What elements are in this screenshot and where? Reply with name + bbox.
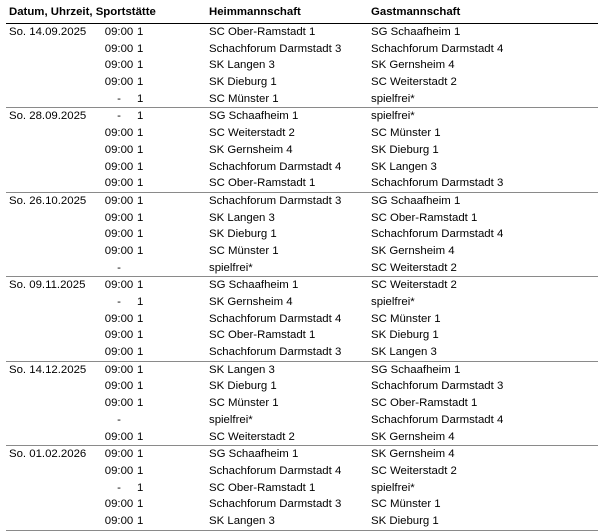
round-date: So. 09.11.2025 — [9, 279, 86, 292]
match-row — [6, 24, 598, 41]
match-venue: 1 — [137, 498, 144, 511]
match-row — [6, 412, 598, 429]
match-time: - — [117, 296, 121, 308]
home-team: Schachforum Darmstadt 3 — [209, 42, 342, 55]
match-time: - — [117, 261, 121, 274]
home-team: SC Münster 1 — [209, 92, 279, 105]
home-team: SC Münster 1 — [209, 244, 279, 257]
match-time: 09:00 — [104, 160, 134, 173]
round-date: So. 14.09.2025 — [9, 26, 87, 38]
match-row — [6, 260, 598, 277]
match-time: 09:00 — [104, 194, 134, 207]
match-venue: 1 — [137, 59, 144, 72]
round-group — [6, 362, 598, 446]
home-team: SC Weiterstadt 2 — [209, 127, 295, 140]
match-row — [6, 243, 598, 260]
match-venue: 1 — [137, 160, 144, 173]
home-team: SG Schaafheim 1 — [209, 279, 299, 292]
match-row — [6, 142, 598, 159]
match-venue: 1 — [137, 363, 144, 376]
match-venue: 1 — [137, 211, 144, 224]
guest-team: spielfrei* — [371, 110, 415, 123]
guest-team: SK Dieburg 1 — [371, 143, 439, 156]
home-team: Schachforum Darmstadt 3 — [209, 498, 342, 511]
home-team: Schachforum Darmstadt 4 — [209, 464, 342, 477]
home-team: SC Ober-Ramstadt 1 — [209, 177, 316, 190]
match-venue: 1 — [137, 177, 144, 190]
match-venue: 1 — [137, 26, 144, 38]
match-row — [6, 41, 598, 58]
home-team: SG Schaafheim 1 — [209, 448, 299, 461]
match-time: 09:00 — [104, 26, 134, 38]
guest-team: SK Gernsheim 4 — [371, 448, 455, 461]
guest-team: SK Dieburg 1 — [371, 514, 439, 527]
match-venue: 1 — [137, 143, 144, 156]
home-team: Schachforum Darmstadt 4 — [209, 312, 342, 325]
match-venue: 1 — [137, 279, 144, 292]
match-row — [6, 193, 598, 210]
guest-team: SK Langen 3 — [371, 346, 437, 359]
match-venue: 1 — [137, 228, 144, 241]
match-row — [6, 378, 598, 395]
round-group — [6, 193, 598, 277]
guest-team: spielfrei* — [371, 481, 415, 494]
match-row — [6, 496, 598, 513]
schedule-table — [6, 0, 598, 531]
guest-team: SG Schaafheim 1 — [371, 194, 461, 207]
match-venue: 1 — [137, 76, 144, 89]
match-time: 09:00 — [104, 363, 134, 376]
match-time: - — [117, 481, 121, 494]
match-row — [6, 277, 598, 294]
round-group — [6, 277, 598, 361]
guest-team: SK Gernsheim 4 — [371, 244, 455, 257]
guest-team: Schachforum Darmstadt 4 — [371, 228, 504, 241]
header-date-column: Datum, Uhrzeit, Sportstätte — [9, 6, 156, 18]
home-team: SC Ober-Ramstadt 1 — [209, 481, 316, 494]
home-team: SK Langen 3 — [209, 59, 275, 72]
match-venue: 1 — [137, 514, 144, 527]
home-team: SK Langen 3 — [209, 211, 275, 224]
match-row — [6, 74, 598, 91]
match-row — [6, 311, 598, 328]
guest-team: Schachforum Darmstadt 3 — [371, 380, 504, 393]
home-team: SK Langen 3 — [209, 514, 275, 527]
match-venue: 1 — [137, 464, 144, 477]
match-row — [6, 175, 598, 192]
match-time: 09:00 — [104, 346, 134, 359]
match-time: 09:00 — [104, 244, 134, 257]
match-venue: 1 — [137, 346, 144, 359]
match-row — [6, 108, 598, 125]
guest-team: SC Weiterstadt 2 — [371, 76, 457, 89]
match-venue: 1 — [137, 312, 144, 325]
match-row — [6, 429, 598, 446]
match-row — [6, 362, 598, 379]
match-row — [6, 344, 598, 361]
home-team: Schachforum Darmstadt 3 — [209, 194, 342, 207]
guest-team: SK Gernsheim 4 — [371, 59, 455, 72]
match-venue: 1 — [137, 194, 144, 207]
match-venue: 1 — [137, 430, 144, 443]
match-venue: 1 — [137, 92, 144, 105]
match-time: 09:00 — [104, 143, 134, 156]
home-team: Schachforum Darmstadt 3 — [209, 346, 342, 359]
match-venue: 1 — [137, 296, 144, 308]
match-time: 09:00 — [104, 59, 134, 72]
header-home-column: Heimmannschaft — [209, 6, 301, 18]
match-venue: 1 — [137, 42, 144, 55]
guest-team: SC Münster 1 — [371, 127, 441, 140]
round-group — [6, 446, 598, 530]
match-time: 09:00 — [104, 514, 134, 527]
table-header — [6, 0, 598, 24]
match-row — [6, 210, 598, 227]
home-team: SC Ober-Ramstadt 1 — [209, 26, 316, 38]
match-venue: 1 — [137, 448, 144, 461]
header-guest-column: Gastmannschaft — [371, 6, 461, 18]
match-time: - — [117, 413, 121, 426]
match-venue: 1 — [137, 380, 144, 393]
guest-team: SK Gernsheim 4 — [371, 430, 455, 443]
guest-team: SC Weiterstadt 2 — [371, 279, 457, 292]
match-time: - — [117, 92, 121, 105]
match-time: - — [117, 110, 121, 123]
guest-team: SC Münster 1 — [371, 498, 441, 511]
home-team: SC Ober-Ramstadt 1 — [209, 329, 316, 342]
match-time: 09:00 — [104, 42, 134, 55]
home-team: SC Münster 1 — [209, 397, 279, 410]
match-venue: 1 — [137, 244, 144, 257]
match-row — [6, 91, 598, 108]
round-list — [6, 24, 598, 531]
home-team: SK Dieburg 1 — [209, 380, 277, 393]
home-team: SG Schaafheim 1 — [209, 110, 299, 123]
match-time: 09:00 — [104, 127, 134, 140]
guest-team: SC Ober-Ramstadt 1 — [371, 211, 478, 224]
home-team: spielfrei* — [209, 413, 253, 426]
match-time: 09:00 — [104, 177, 134, 190]
match-venue: 1 — [137, 329, 144, 342]
guest-team: Schachforum Darmstadt 4 — [371, 413, 504, 426]
guest-team: SC Weiterstadt 2 — [371, 261, 457, 274]
guest-team: spielfrei* — [371, 296, 415, 308]
match-venue: 1 — [137, 127, 144, 140]
match-venue: 1 — [137, 110, 144, 123]
home-team: SC Weiterstadt 2 — [209, 430, 295, 443]
home-team: SK Dieburg 1 — [209, 228, 277, 241]
round-group — [6, 108, 598, 192]
match-time: 09:00 — [104, 498, 134, 511]
home-team: Schachforum Darmstadt 4 — [209, 160, 342, 173]
guest-team: SC Weiterstadt 2 — [371, 464, 457, 477]
match-time: 09:00 — [104, 380, 134, 393]
match-row — [6, 327, 598, 344]
match-row — [6, 463, 598, 480]
guest-team: SG Schaafheim 1 — [371, 363, 461, 376]
match-row — [6, 513, 598, 530]
home-team: SK Dieburg 1 — [209, 76, 277, 89]
match-row — [6, 294, 598, 311]
round-date: So. 01.02.2026 — [9, 448, 87, 461]
match-time: 09:00 — [104, 312, 134, 325]
home-team: SK Gernsheim 4 — [209, 296, 293, 308]
match-time: 09:00 — [104, 430, 134, 443]
guest-team: spielfrei* — [371, 92, 415, 105]
match-row — [6, 446, 598, 463]
round-date: So. 28.09.2025 — [9, 110, 87, 123]
guest-team: Schachforum Darmstadt 4 — [371, 42, 504, 55]
match-venue: 1 — [137, 397, 144, 410]
guest-team: SG Schaafheim 1 — [371, 26, 461, 38]
match-row — [6, 125, 598, 142]
match-time: 09:00 — [104, 228, 134, 241]
match-time: 09:00 — [104, 329, 134, 342]
match-time: 09:00 — [104, 448, 134, 461]
match-time: 09:00 — [104, 464, 134, 477]
guest-team: SK Dieburg 1 — [371, 329, 439, 342]
guest-team: SK Langen 3 — [371, 160, 437, 173]
guest-team: SC Münster 1 — [371, 312, 441, 325]
round-date: So. 14.12.2025 — [9, 363, 87, 376]
match-time: 09:00 — [104, 76, 134, 89]
home-team: spielfrei* — [209, 261, 253, 274]
home-team: SK Gernsheim 4 — [209, 143, 293, 156]
round-date: So. 26.10.2025 — [9, 194, 87, 207]
round-group — [6, 24, 598, 108]
match-venue: 1 — [137, 481, 144, 494]
match-time: 09:00 — [104, 211, 134, 224]
match-row — [6, 226, 598, 243]
guest-team: Schachforum Darmstadt 3 — [371, 177, 504, 190]
match-time: 09:00 — [104, 279, 134, 292]
home-team: SK Langen 3 — [209, 363, 275, 376]
match-row — [6, 395, 598, 412]
match-row — [6, 57, 598, 74]
match-row — [6, 159, 598, 176]
match-time: 09:00 — [104, 397, 134, 410]
guest-team: SC Ober-Ramstadt 1 — [371, 397, 478, 410]
match-row — [6, 480, 598, 497]
